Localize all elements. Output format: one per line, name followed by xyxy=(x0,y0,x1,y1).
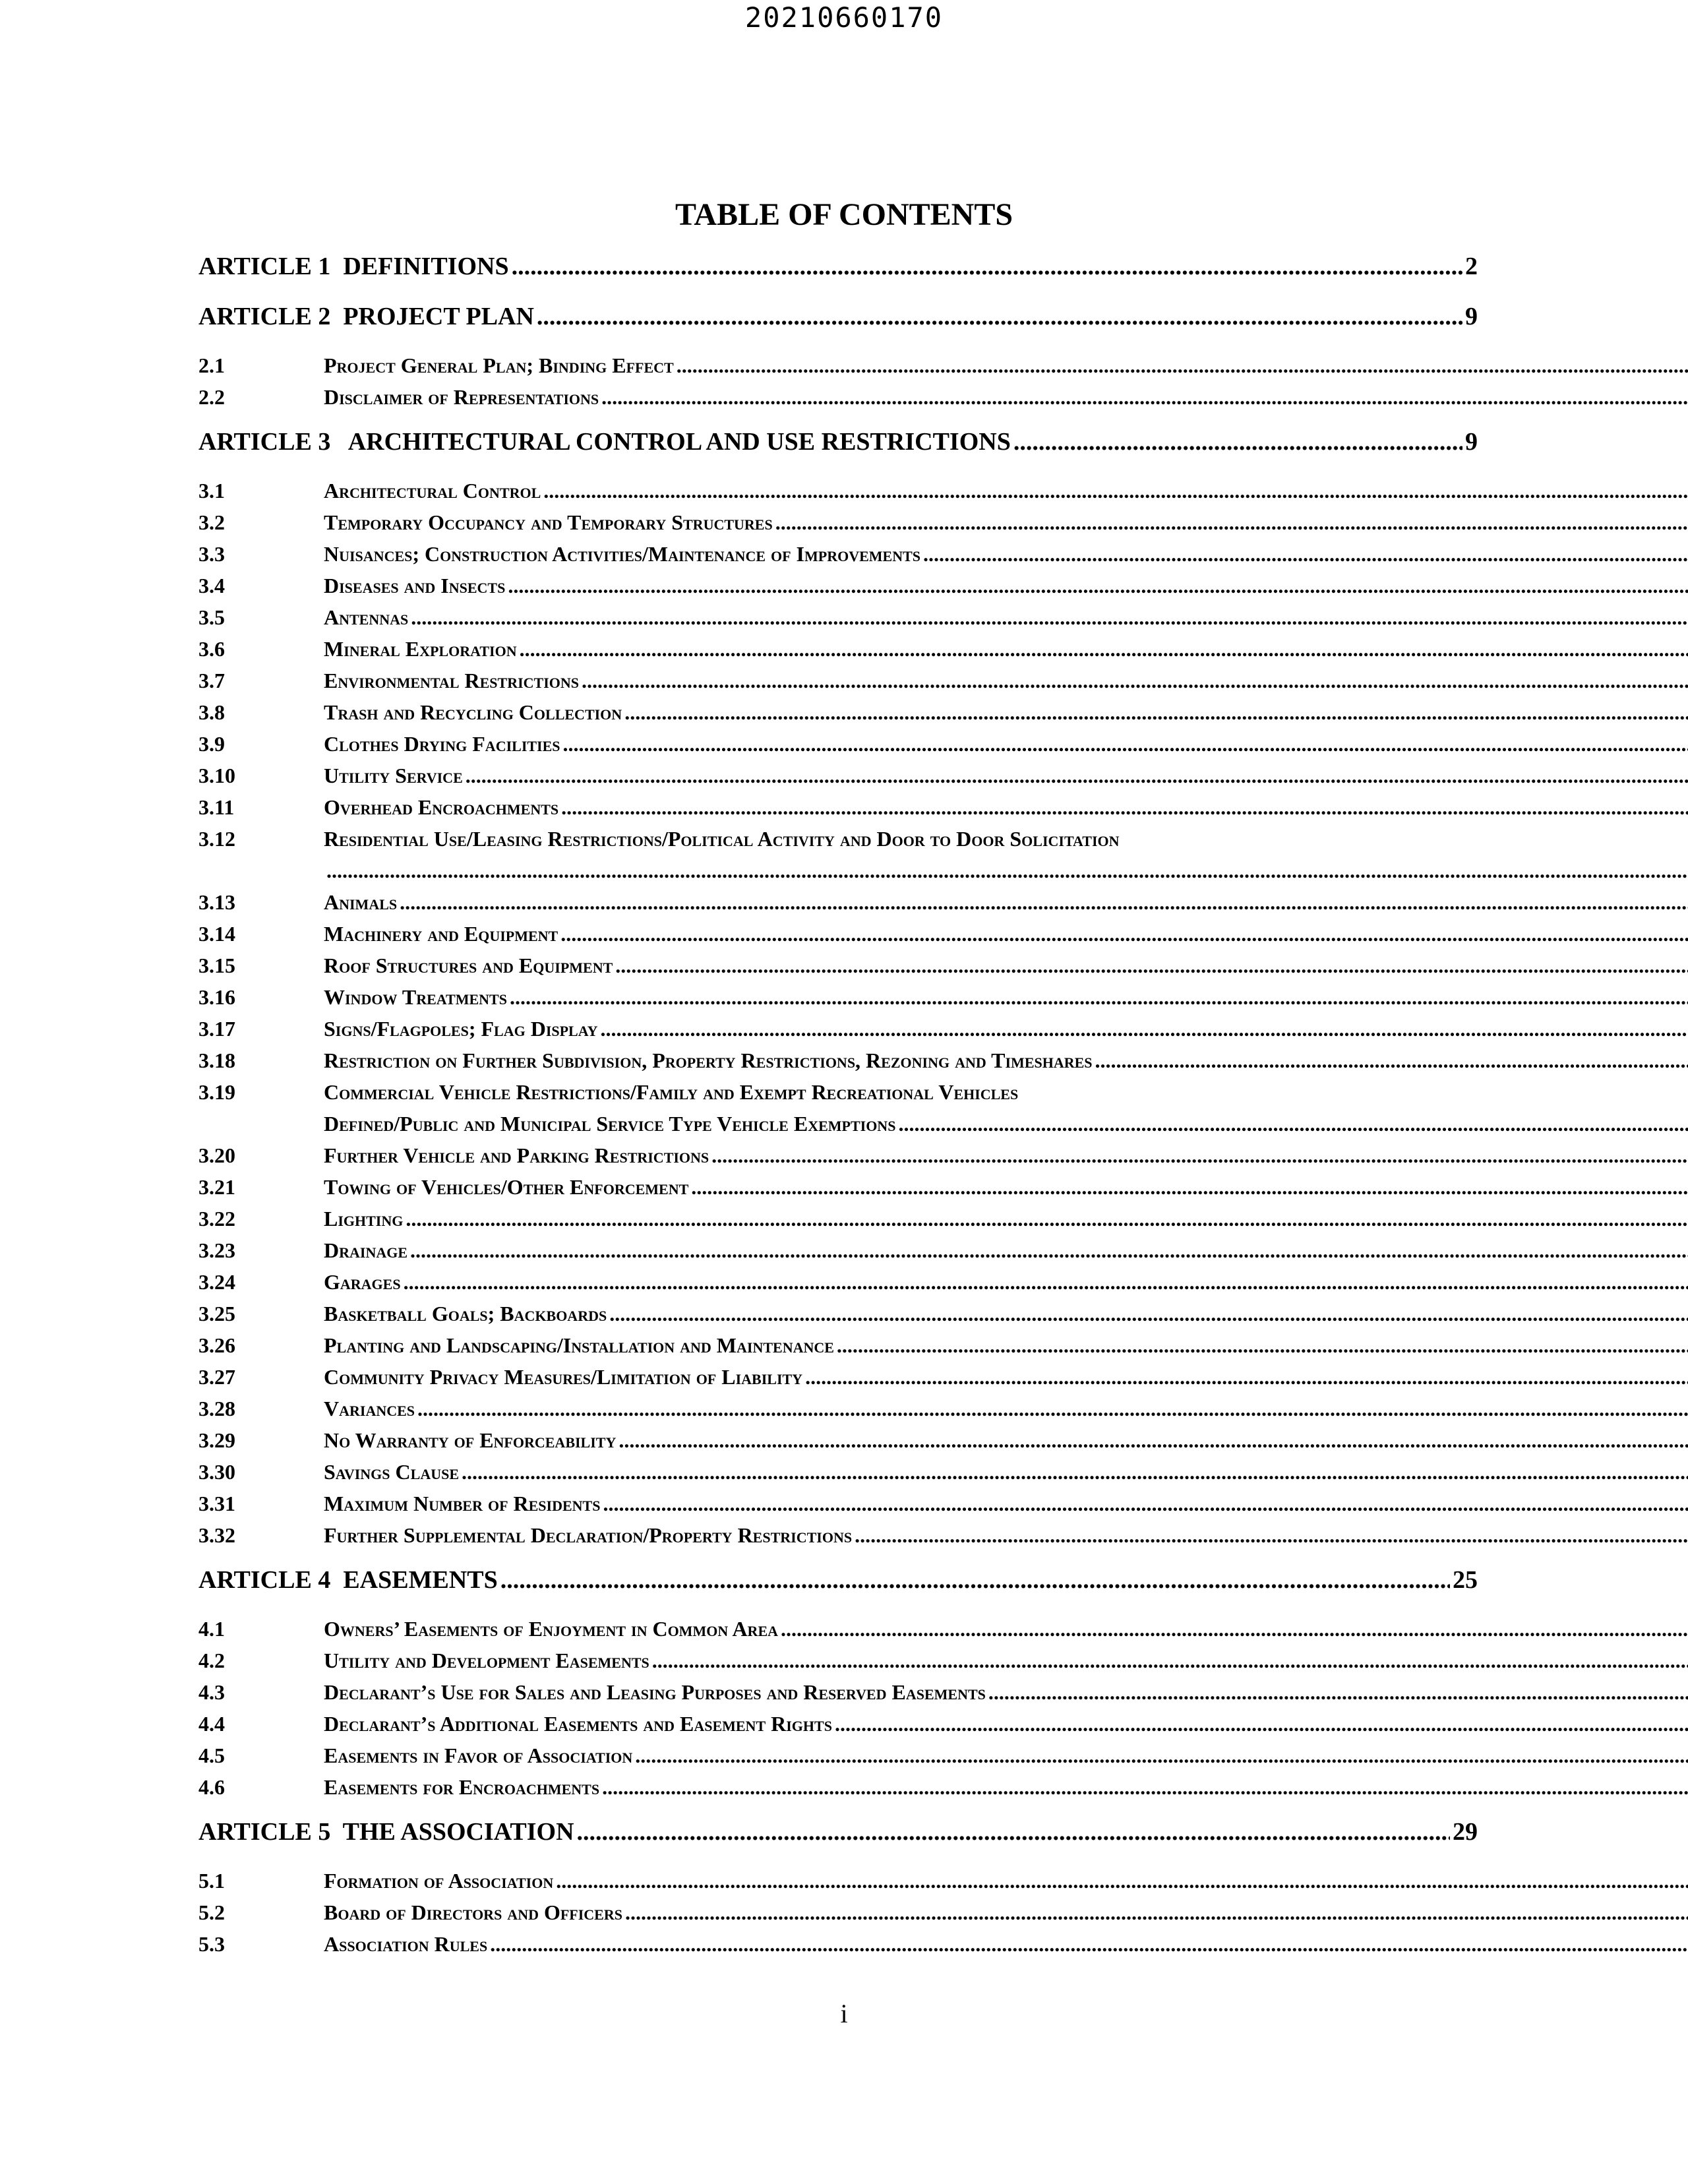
toc-section-entry[interactable] xyxy=(198,506,1478,538)
section-number: 3.16 xyxy=(198,985,235,1009)
section-title: Easements for Encroachments xyxy=(324,1775,600,1799)
section-title: Basketball Goals; Backboards xyxy=(324,1302,607,1325)
article-title: ARTICLE 4 EASEMENTS xyxy=(198,1566,498,1594)
toc-article-entry[interactable] xyxy=(198,1563,1478,1597)
section-number: 3.26 xyxy=(198,1333,235,1357)
dot-leader xyxy=(625,1896,1688,1928)
article-title: ARTICLE 5 THE ASSOCIATION xyxy=(198,1818,574,1846)
section-title: Animals xyxy=(324,890,398,914)
dot-leader xyxy=(988,1676,1688,1708)
dot-leader xyxy=(556,1865,1688,1896)
dot-leader xyxy=(898,1108,1688,1139)
article-page-number: 9 xyxy=(1465,428,1478,456)
toc-section-entry[interactable] xyxy=(198,1896,1478,1928)
section-number: 3.20 xyxy=(198,1143,235,1167)
section-title: Machinery and Equipment xyxy=(324,922,558,946)
section-number: 5.2 xyxy=(198,1900,225,1924)
section-number: 3.14 xyxy=(198,922,235,946)
dot-leader xyxy=(923,538,1688,570)
section-title: Board of Directors and Officers xyxy=(324,1900,622,1924)
toc-section-entry[interactable] xyxy=(198,1298,1478,1329)
toc-section-entry[interactable] xyxy=(198,981,1478,1013)
toc-section-entry[interactable] xyxy=(198,823,1478,886)
section-title: Declarant’s Use for Sales and Leasing Purposes and Reserved Easements xyxy=(324,1680,986,1704)
section-number: 3.4 xyxy=(198,574,225,597)
dot-leader xyxy=(837,1329,1688,1361)
section-title: Formation of Association xyxy=(324,1869,554,1893)
dot-leader xyxy=(1013,425,1462,459)
section-title: Garages xyxy=(324,1270,401,1294)
section-number: 3.22 xyxy=(198,1207,235,1230)
dot-leader xyxy=(601,1013,1688,1045)
section-number: 5.1 xyxy=(198,1869,225,1893)
article-title: ARTICLE 2 PROJECT PLAN xyxy=(198,303,534,330)
toc-section-entry[interactable] xyxy=(198,601,1478,633)
dot-leader xyxy=(1095,1045,1688,1076)
section-number: 3.21 xyxy=(198,1175,235,1199)
dot-leader xyxy=(677,349,1688,381)
table-of-contents xyxy=(198,249,1478,1972)
article-page-number: 25 xyxy=(1453,1566,1478,1594)
section-title: Window Treatments xyxy=(324,985,507,1009)
section-number: 3.11 xyxy=(198,795,235,819)
dot-leader xyxy=(411,601,1688,633)
toc-article-entry[interactable] xyxy=(198,249,1478,284)
section-title: Utility Service xyxy=(324,764,463,787)
dot-leader xyxy=(410,1234,1688,1266)
section-number: 3.2 xyxy=(198,510,225,534)
toc-section-entry[interactable] xyxy=(198,349,1478,381)
section-title: Planting and Landscaping/Installation and Maintenance xyxy=(324,1333,834,1357)
dot-leader xyxy=(601,381,1688,413)
section-number: 3.12 xyxy=(198,827,235,851)
dot-leader xyxy=(512,249,1462,284)
dot-leader xyxy=(508,570,1688,601)
section-title: Lighting xyxy=(324,1207,404,1230)
dot-leader xyxy=(406,1203,1688,1234)
dot-leader xyxy=(326,855,1688,886)
section-number: 3.6 xyxy=(198,637,225,661)
toc-section-entry[interactable] xyxy=(198,1771,1478,1803)
dot-leader xyxy=(520,633,1688,665)
dot-leader xyxy=(615,950,1688,981)
section-number: 3.32 xyxy=(198,1523,235,1547)
article-title: ARTICLE 3 ARCHITECTURAL CONTROL AND USE RESTRICTIONS xyxy=(198,428,1011,456)
section-title: Commercial Vehicle Restrictions/Family and Exempt Recreational Vehicles xyxy=(324,1080,1019,1104)
dot-leader xyxy=(835,1708,1688,1740)
dot-leader xyxy=(577,1815,1450,1849)
toc-section-entry[interactable] xyxy=(198,665,1478,696)
section-number: 5.3 xyxy=(198,1932,225,1956)
dot-leader xyxy=(603,1488,1688,1519)
toc-section-entry[interactable] xyxy=(198,475,1478,506)
section-title: Project General Plan; Binding Effect xyxy=(324,353,674,377)
toc-section-entry[interactable] xyxy=(198,570,1478,601)
section-title: Easements in Favor of Association xyxy=(324,1744,633,1767)
toc-section-entry[interactable] xyxy=(198,1171,1478,1203)
article-page-number: 9 xyxy=(1465,303,1478,330)
dot-leader xyxy=(510,981,1688,1013)
dot-leader xyxy=(805,1361,1688,1393)
section-number: 3.3 xyxy=(198,542,225,566)
section-title: Nuisances; Construction Activities/Maintenance of Improvements xyxy=(324,542,921,566)
section-title: Declarant’s Additional Easements and Easement Rights xyxy=(324,1712,832,1736)
section-title: Drainage xyxy=(324,1238,408,1262)
section-title: Overhead Encroachments xyxy=(324,795,559,819)
section-number: 3.17 xyxy=(198,1017,235,1041)
dot-leader xyxy=(561,791,1688,823)
dot-leader xyxy=(417,1393,1688,1424)
toc-section-entry[interactable] xyxy=(198,1928,1478,1960)
section-number: 3.18 xyxy=(198,1048,235,1072)
toc-section-entry[interactable] xyxy=(198,1329,1478,1361)
dot-leader xyxy=(624,696,1688,728)
toc-section-entry[interactable] xyxy=(198,728,1478,760)
article-page-number: 29 xyxy=(1453,1818,1478,1846)
toc-section-entry[interactable] xyxy=(198,1865,1478,1896)
toc-section-entry[interactable] xyxy=(198,696,1478,728)
article-page-number: 2 xyxy=(1465,253,1478,280)
section-title: Mineral Exploration xyxy=(324,637,517,661)
section-number: 4.2 xyxy=(198,1649,225,1672)
section-title: Architectural Control xyxy=(324,479,541,502)
toc-section-entry[interactable] xyxy=(198,760,1478,791)
dot-leader xyxy=(466,760,1688,791)
toc-section-entry[interactable] xyxy=(198,1488,1478,1519)
page-number: i xyxy=(840,1999,848,2028)
toc-section-entry[interactable] xyxy=(198,1393,1478,1424)
toc-section-entry[interactable] xyxy=(198,538,1478,570)
dot-leader xyxy=(500,1563,1450,1597)
toc-section-entry[interactable] xyxy=(198,1361,1478,1393)
section-number: 3.29 xyxy=(198,1428,235,1452)
toc-section-entry[interactable] xyxy=(198,1139,1478,1171)
dot-leader xyxy=(404,1266,1688,1298)
dot-leader xyxy=(618,1424,1688,1456)
section-number: 3.1 xyxy=(198,479,225,502)
section-title: Disclaimer of Representations xyxy=(324,385,599,409)
toc-article-entry[interactable] xyxy=(198,425,1478,459)
toc-section-entry[interactable] xyxy=(198,918,1478,950)
section-number: 3.30 xyxy=(198,1460,235,1484)
dot-leader xyxy=(652,1645,1688,1676)
dot-leader xyxy=(582,665,1688,696)
dot-leader xyxy=(635,1740,1688,1771)
dot-leader xyxy=(543,475,1688,506)
section-title: Community Privacy Measures/Limitation of Liability xyxy=(324,1365,803,1389)
section-number: 2.1 xyxy=(198,353,225,377)
toc-article-entry[interactable] xyxy=(198,1815,1478,1849)
section-title: Environmental Restrictions xyxy=(324,669,579,692)
section-title: Clothes Drying Facilities xyxy=(324,732,560,756)
section-number: 3.7 xyxy=(198,669,225,692)
section-title: Towing of Vehicles/Other Enforcement xyxy=(324,1175,689,1199)
section-title: Utility and Development Easements xyxy=(324,1649,649,1672)
section-number: 3.10 xyxy=(198,764,235,787)
toc-section-entry[interactable] xyxy=(198,633,1478,665)
toc-section-entry[interactable] xyxy=(198,791,1478,823)
dot-leader xyxy=(560,918,1688,950)
section-title: No Warranty of Enforceability xyxy=(324,1428,617,1452)
dot-leader xyxy=(855,1519,1688,1551)
section-number: 2.2 xyxy=(198,385,225,409)
section-number: 3.15 xyxy=(198,954,235,977)
section-number: 4.4 xyxy=(198,1712,225,1736)
page-title: TABLE OF CONTENTS xyxy=(675,197,1013,232)
section-number: 4.3 xyxy=(198,1680,225,1704)
section-title: Diseases and Insects xyxy=(324,574,506,597)
toc-section-entry[interactable] xyxy=(198,1708,1478,1740)
section-number: 3.9 xyxy=(198,732,225,756)
dot-leader xyxy=(462,1456,1688,1488)
section-number: 3.24 xyxy=(198,1270,235,1294)
section-number: 3.31 xyxy=(198,1492,235,1515)
toc-section-entry[interactable] xyxy=(198,1676,1478,1708)
section-title: Restriction on Further Subdivision, Property Restrictions, Rezoning and Timeshares xyxy=(324,1048,1093,1072)
toc-section-entry[interactable] xyxy=(198,1203,1478,1234)
toc-section-entry[interactable] xyxy=(198,1266,1478,1298)
section-title: Savings Clause xyxy=(324,1460,460,1484)
toc-section-entry[interactable] xyxy=(198,1645,1478,1676)
section-number: 3.19 xyxy=(198,1080,235,1104)
dot-leader xyxy=(775,506,1688,538)
section-number: 3.8 xyxy=(198,700,225,724)
dot-leader xyxy=(781,1613,1688,1645)
toc-section-entry[interactable] xyxy=(198,1740,1478,1771)
recording-number: 20210660170 xyxy=(744,1,944,34)
toc-section-entry[interactable] xyxy=(198,1456,1478,1488)
article-title: ARTICLE 1 DEFINITIONS xyxy=(198,253,509,280)
dot-leader xyxy=(563,728,1688,760)
section-title: Variances xyxy=(324,1397,415,1420)
toc-section-entry[interactable] xyxy=(198,1613,1478,1645)
section-title-continued: Defined/Public and Municipal Service Type Vehicle Exemptions xyxy=(324,1112,896,1136)
toc-section-entry[interactable] xyxy=(198,1013,1478,1045)
section-title: Temporary Occupancy and Temporary Structures xyxy=(324,510,773,534)
toc-section-entry[interactable] xyxy=(198,1045,1478,1076)
section-title: Signs/Flagpoles; Flag Display xyxy=(324,1017,598,1041)
section-number: 3.27 xyxy=(198,1365,235,1389)
section-title: Trash and Recycling Collection xyxy=(324,700,622,724)
toc-section-entry[interactable] xyxy=(198,1424,1478,1456)
section-number: 3.28 xyxy=(198,1397,235,1420)
section-title: Association Rules xyxy=(324,1932,488,1956)
toc-section-entry[interactable] xyxy=(198,1519,1478,1551)
dot-leader xyxy=(490,1928,1688,1960)
section-title: Residential Use/Leasing Restrictions/Political Activity and Door to Door Solicitation xyxy=(324,827,1120,851)
section-number: 3.23 xyxy=(198,1238,235,1262)
section-title: Maximum Number of Residents xyxy=(324,1492,601,1515)
section-title: Antennas xyxy=(324,605,409,629)
dot-leader xyxy=(602,1771,1688,1803)
toc-section-entry[interactable] xyxy=(198,1234,1478,1266)
dot-leader xyxy=(400,886,1688,918)
section-number: 4.5 xyxy=(198,1744,225,1767)
dot-leader xyxy=(537,299,1462,334)
toc-section-entry[interactable] xyxy=(198,886,1478,918)
dot-leader xyxy=(609,1298,1688,1329)
section-title: Further Vehicle and Parking Restrictions xyxy=(324,1143,709,1167)
section-number: 3.5 xyxy=(198,605,225,629)
section-title: Further Supplemental Declaration/Property Restrictions xyxy=(324,1523,853,1547)
section-number: 4.1 xyxy=(198,1617,225,1641)
toc-article-entry[interactable] xyxy=(198,299,1478,334)
section-number: 4.6 xyxy=(198,1775,225,1799)
section-number: 3.25 xyxy=(198,1302,235,1325)
dot-leader xyxy=(691,1171,1688,1203)
toc-section-entry[interactable] xyxy=(198,1076,1478,1139)
section-number: 3.13 xyxy=(198,890,235,914)
section-title: Owners’ Easements of Enjoyment in Common Area xyxy=(324,1617,779,1641)
section-title: Roof Structures and Equipment xyxy=(324,954,613,977)
toc-section-entry[interactable] xyxy=(198,381,1478,413)
toc-section-entry[interactable] xyxy=(198,950,1478,981)
dot-leader xyxy=(711,1139,1688,1171)
